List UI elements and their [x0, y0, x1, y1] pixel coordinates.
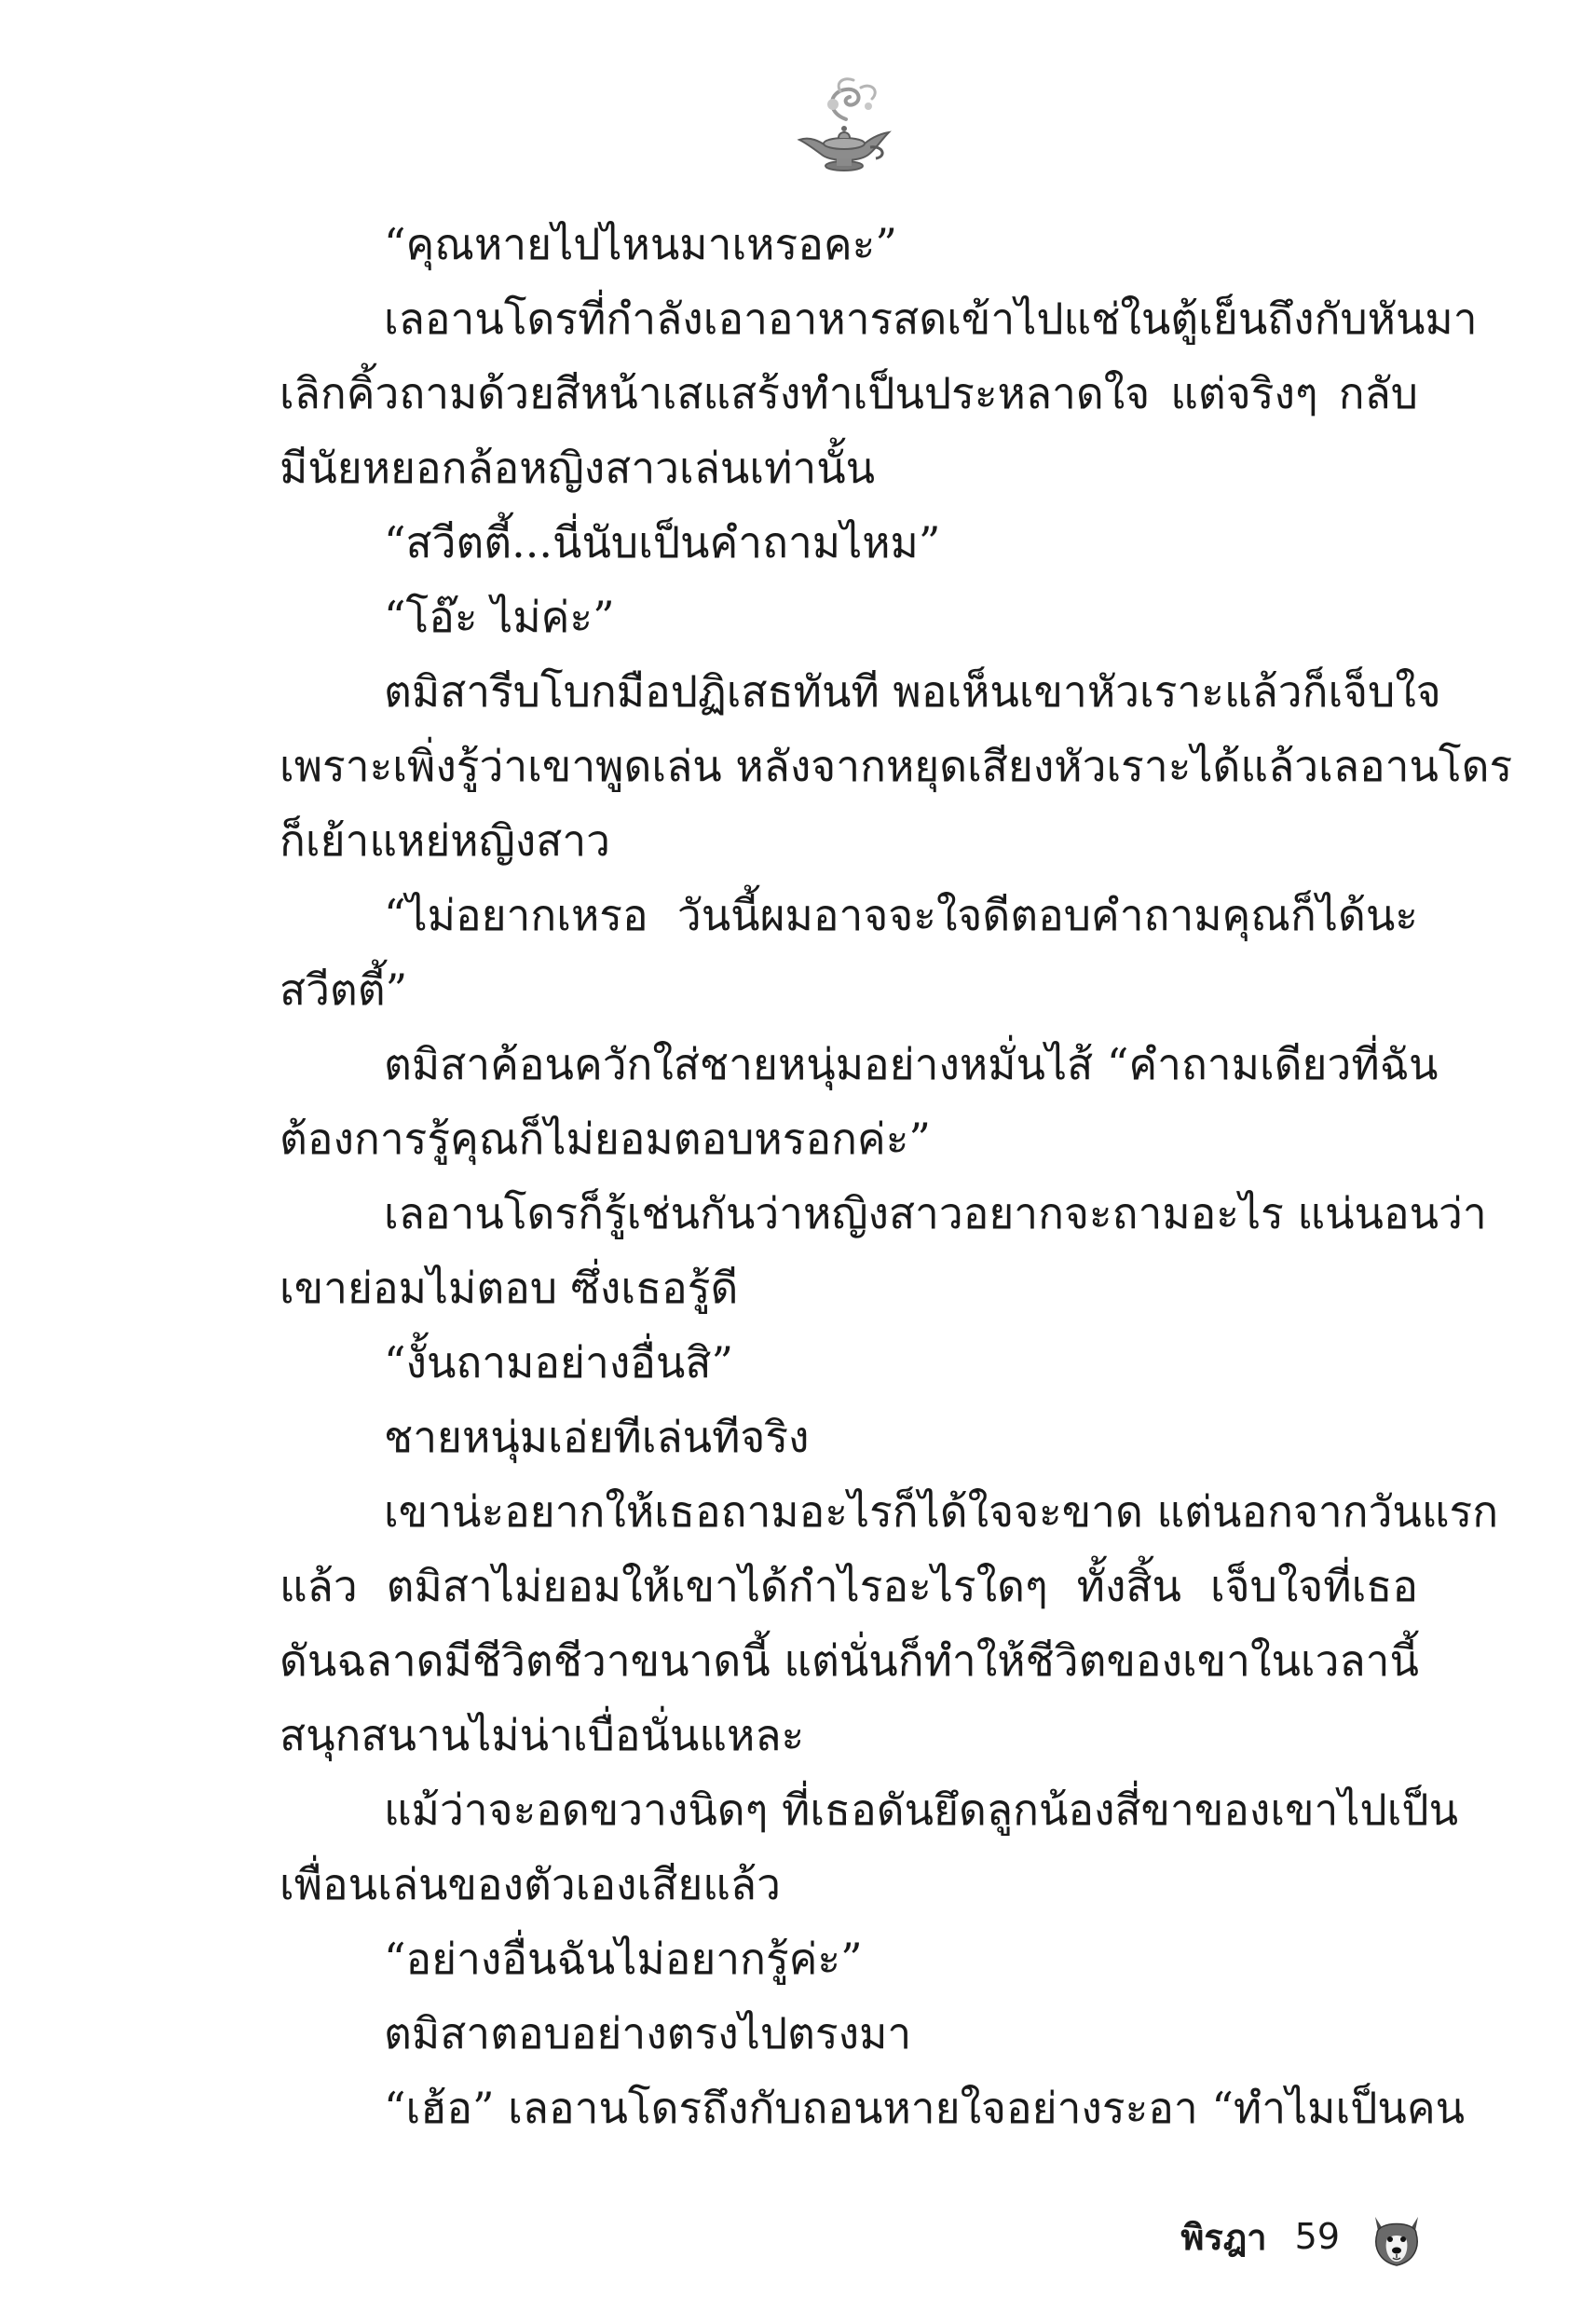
text-line: “ไม่อยากเหรอ วันนี้ผมอาจจะใจดีตอบคำถามคุณก็ได้นะ — [384, 890, 1418, 940]
text-line: แล้ว ตมิสาไม่ยอมให้เขาได้กำไรอะไรใดๆ ทั้งสิ้น เจ็บใจที่เธอ — [280, 1561, 1418, 1611]
text-line: ตมิสารีบโบกมือปฏิเสธทันที พอเห็นเขาหัวเราะแล้วก็เจ็บใจ — [384, 666, 1441, 717]
text-line: เพื่อนเล่นของตัวเองเสียแล้ว — [280, 1859, 781, 1909]
text-line: “คุณหายไปไหนมาเหรอคะ” — [384, 219, 897, 269]
text-line: สวีตตี้” — [280, 964, 408, 1015]
text-line: เลอานโดรก็รู้เช่นกันว่าหญิงสาวอยากจะถามอะไร แน่นอนว่า — [384, 1188, 1487, 1238]
page-number: 59 — [1294, 2216, 1340, 2257]
text-line: “อย่างอื่นฉันไม่อยากรู้ค่ะ” — [384, 1934, 863, 1984]
text-line: “งั้นถามอย่างอื่นสิ” — [384, 1337, 733, 1388]
text-line: เลิกคิ้วถามด้วยสีหน้าเสแสร้งทำเป็นประหลาดใจ แต่จริงๆ กลับ — [280, 368, 1418, 418]
page-footer — [1146, 2199, 1425, 2274]
body-text — [280, 207, 1513, 2145]
text-line: สนุกสนานไม่น่าเบื่อนั่นแหละ — [280, 1710, 805, 1760]
text-line: ก็เย้าแหย่หญิงสาว — [280, 815, 610, 866]
husky-dog-icon — [1368, 2204, 1425, 2269]
genie-lamp-icon — [788, 75, 900, 177]
text-line: ตมิสาค้อนควักใส่ชายหนุ่มอย่างหมั่นไส้ “คำถามเดียวที่ฉัน — [384, 1039, 1439, 1089]
text-line: “โอ๊ะ ไม่ค่ะ” — [384, 592, 615, 642]
text-line: ชายหนุ่มเอ่ยทีเล่นทีจริง — [384, 1412, 810, 1462]
text-line: “สวีตตี้...นี่นับเป็นคำถามไหม” — [384, 517, 941, 567]
text-line: มีนัยหยอกล้อหญิงสาวเล่นเท่านั้น — [280, 443, 876, 493]
text-line: เลอานโดรที่กำลังเอาอาหารสดเข้าไปแช่ในตู้เย็นถึงกับหันมา — [384, 294, 1478, 344]
author-name: พิรฎา — [1180, 2216, 1267, 2258]
text-line: เขาน่ะอยากให้เธอถามอะไรก็ได้ใจจะขาด แต่นอกจากวันแรก — [384, 1486, 1499, 1537]
text-line: ตมิสาตอบอย่างตรงไปตรงมา — [384, 2008, 912, 2058]
text-line: เพราะเพิ่งรู้ว่าเขาพูดเล่น หลังจากหยุดเสียงหัวเราะได้แล้วเลอานโดร — [280, 741, 1513, 791]
text-line: แม้ว่าจะอดขวางนิดๆ ที่เธอดันยึดลูกน้องสี่ขาของเขาไปเป็น — [384, 1785, 1459, 1835]
text-line: เขาย่อมไม่ตอบ ซึ่งเธอรู้ดี — [280, 1263, 739, 1313]
text-line: ดันฉลาดมีชีวิตชีวาขนาดนี้ แต่นั่นก็ทำให้ชีวิตของเขาในเวลานี้ — [280, 1635, 1419, 1686]
text-line: ต้องการรู้คุณก็ไม่ยอมตอบหรอกค่ะ” — [280, 1114, 931, 1164]
text-line: “เฮ้อ” เลอานโดรถึงกับถอนหายใจอย่างระอา “ทำไมเป็นคน — [384, 2083, 1466, 2133]
